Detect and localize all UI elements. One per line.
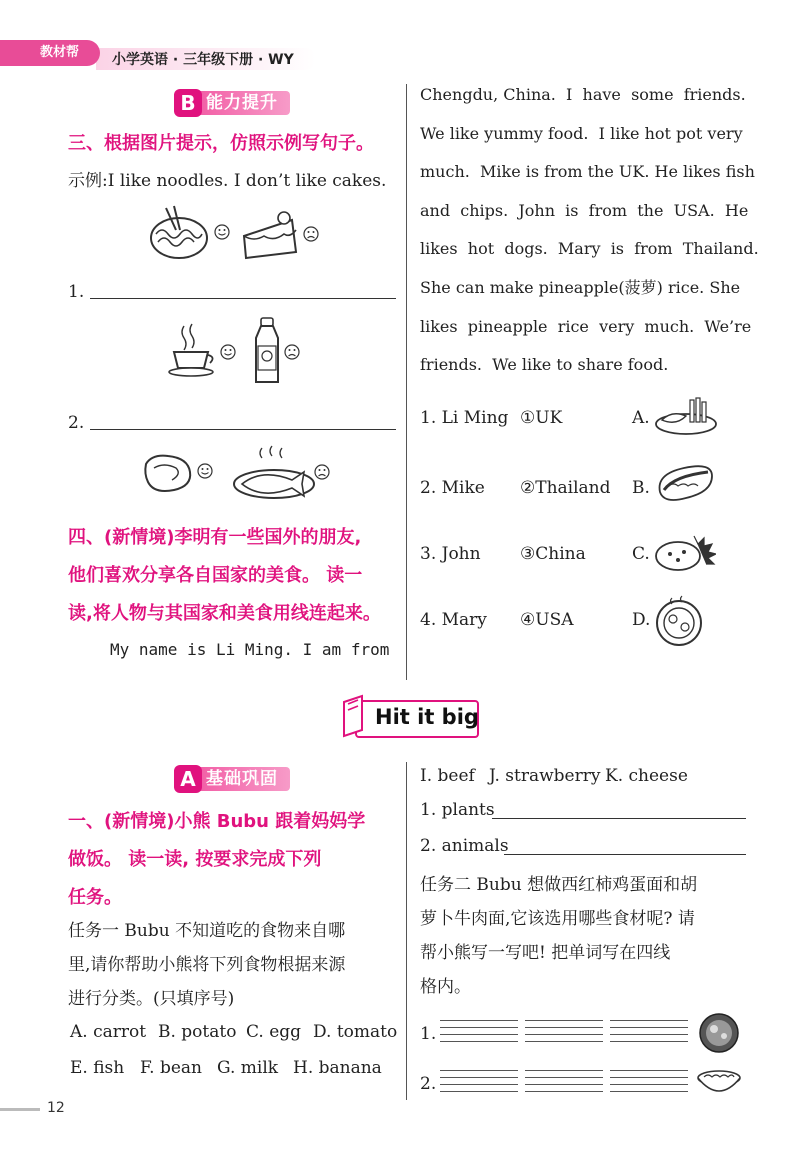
column-divider-bottom	[406, 762, 407, 1100]
q1-heading-line-1: 一、(新情境)小熊 Bubu 跟着妈妈学	[68, 811, 366, 832]
fish-and-chips-icon[interactable]	[654, 394, 720, 436]
q4-heading-line-1: 四、(新情境)李明有一些国外的朋友,	[68, 527, 362, 548]
q3-number-1: 1.	[68, 282, 85, 302]
animals-answer-line[interactable]	[504, 854, 746, 855]
noodles-bowl-icon	[146, 204, 212, 264]
match-food-label-b[interactable]: B.	[632, 478, 650, 498]
happy-face-icon	[220, 344, 236, 360]
q4-heading-line-2: 他们喜欢分享各自国家的美食。 读一	[68, 565, 363, 586]
section-a-label: 基础巩固	[198, 767, 290, 791]
option-k: K. cheese	[605, 766, 688, 786]
passage-line: We like yummy food. I like hot pot very	[420, 123, 743, 143]
match-food-label-a[interactable]: A.	[632, 408, 650, 428]
q3-example: 示例:I like noodles. I don’t like cakes.	[68, 171, 387, 191]
task1-line-2: 里,请你帮助小熊将下列食物根据来源	[68, 955, 346, 975]
task2-number-1: 1.	[420, 1024, 437, 1044]
match-country-3[interactable]: ③China	[520, 544, 586, 564]
q1-heading-line-2: 做饭。 读一读, 按要求完成下列	[68, 849, 322, 870]
option-f: F. bean	[140, 1058, 202, 1078]
q3-heading: 三、根据图片提示，仿照示例写句子。	[68, 133, 374, 154]
hot-dog-icon[interactable]	[654, 462, 716, 510]
four-line-grid[interactable]	[525, 1020, 603, 1042]
plants-answer-line[interactable]	[492, 818, 746, 819]
match-country-1[interactable]: ①UK	[520, 408, 563, 428]
four-line-grid[interactable]	[610, 1070, 688, 1092]
q4-passage-first-line: My name is Li Ming. I am from	[110, 640, 390, 659]
task1-line-1: 任务一 Bubu 不知道吃的食物来自哪	[68, 921, 346, 941]
q4-heading-line-3: 读,将人物与其国家和美食用线连起来。	[68, 603, 381, 624]
book-icon	[340, 694, 370, 738]
passage-line: likes hot dogs. Mary is from Thailand.	[420, 239, 759, 259]
option-c: C. egg	[246, 1022, 302, 1042]
passage-line: likes pineapple rice very much. We’re	[420, 316, 752, 336]
match-person-3[interactable]: 3. John	[420, 544, 481, 564]
animals-label: 2. animals	[420, 836, 509, 856]
match-person-1[interactable]: 1. Li Ming	[420, 408, 509, 428]
section-a-letter: A	[174, 765, 202, 793]
match-food-label-c[interactable]: C.	[632, 544, 650, 564]
section-b-letter: B	[174, 89, 202, 117]
task2-line-4: 格内。	[420, 977, 471, 997]
milk-bottle-icon	[250, 316, 284, 386]
sad-face-icon	[303, 226, 319, 242]
match-person-2[interactable]: 2. Mike	[420, 478, 485, 498]
passage-line: much. Mike is from the UK. He likes fish	[420, 162, 755, 182]
option-j: J. strawberry	[489, 766, 601, 786]
match-country-2[interactable]: ②Thailand	[520, 478, 611, 498]
four-line-grid[interactable]	[440, 1070, 518, 1092]
column-divider-top	[406, 84, 407, 680]
option-a: A. carrot	[70, 1022, 147, 1042]
option-b: B. potato	[158, 1022, 237, 1042]
option-g: G. milk	[217, 1058, 279, 1078]
sad-face-icon	[284, 344, 300, 360]
answer-line-1[interactable]	[90, 298, 396, 299]
sad-face-icon	[314, 464, 330, 480]
answer-line-2[interactable]	[90, 429, 396, 430]
cake-slice-icon	[240, 206, 306, 264]
coffee-cup-icon	[168, 322, 220, 378]
passage-line: She can make pineapple(菠萝) rice. She	[420, 277, 741, 297]
task2-line-3: 帮小熊写一写吧! 把单词写在四线	[420, 943, 671, 963]
steak-icon	[140, 450, 196, 496]
option-e: E. fish	[70, 1058, 125, 1078]
pot-top-view-icon	[698, 1012, 740, 1054]
four-line-grid[interactable]	[610, 1020, 688, 1042]
section-b-badge	[174, 88, 290, 118]
option-i: I. beef	[420, 766, 475, 786]
task1-line-3: 进行分类。(只填序号)	[68, 989, 235, 1009]
task2-line-2: 萝卜牛肉面,它该选用哪些食材呢? 请	[420, 909, 695, 929]
noodle-bowl-icon	[696, 1066, 742, 1098]
pineapple-rice-icon[interactable]	[654, 530, 716, 574]
passage-line: Chengdu, China. I have some friends.	[420, 85, 746, 104]
header-tag: 教材帮	[0, 40, 100, 66]
page-number: 12	[47, 1100, 65, 1116]
passage-line: and chips. John is from the USA. He	[420, 200, 749, 220]
q4-passage	[420, 76, 759, 385]
match-person-4[interactable]: 4. Mary	[420, 610, 487, 630]
header-title: 小学英语 · 三年级下册 · WY	[112, 52, 294, 68]
four-line-grid[interactable]	[440, 1020, 518, 1042]
match-food-label-d[interactable]: D.	[632, 610, 651, 630]
plants-label: 1. plants	[420, 800, 495, 820]
q1-heading-line-3: 任务。	[68, 887, 122, 908]
passage-line: friends. We like to share food.	[420, 355, 669, 375]
match-country-4[interactable]: ④USA	[520, 610, 574, 630]
task2-line-1: 任务二 Bubu 想做西红柿鸡蛋面和胡	[420, 875, 698, 895]
q3-number-2: 2.	[68, 413, 85, 433]
happy-face-icon	[214, 224, 230, 240]
fish-dish-icon	[232, 444, 316, 502]
happy-face-icon	[197, 463, 213, 479]
hot-pot-icon[interactable]	[652, 594, 706, 648]
task2-number-2: 2.	[420, 1074, 437, 1094]
page-number-bar	[0, 1108, 40, 1111]
section-a-badge	[174, 764, 290, 794]
four-line-grid[interactable]	[525, 1070, 603, 1092]
option-d: D. tomato	[313, 1022, 398, 1042]
section-b-label: 能力提升	[198, 91, 290, 115]
option-h: H. banana	[293, 1058, 382, 1078]
hit-it-big-label: Hit it big	[375, 705, 479, 729]
